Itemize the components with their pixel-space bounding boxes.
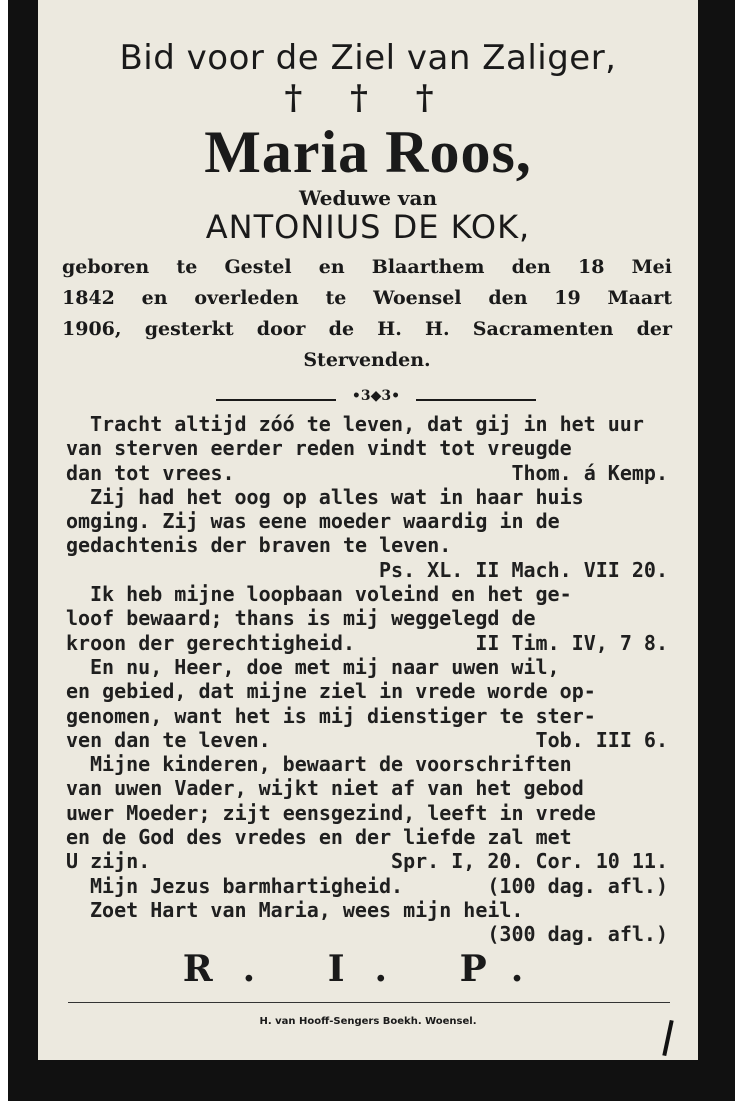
bio-line: geboren te Gestel en Blaarthem den 18 Mei: [62, 256, 672, 278]
bio-line: 1842 en overleden te Woensel den 19 Maart: [62, 287, 672, 309]
passage-source: (100 dag. afl.): [487, 873, 668, 898]
ornament-icon: •3◆3•: [351, 388, 401, 404]
bio-line: 1906, gesterkt door de H. H. Sacramenten der: [62, 318, 672, 340]
passage-line: [66, 752, 674, 776]
passage-text: dan tot vrees.: [66, 460, 235, 485]
scripture-passages: [66, 412, 674, 947]
invocation-heading: Bid voor de Ziel van Zaliger,: [119, 38, 617, 78]
passage-line: [66, 655, 674, 679]
passage-line: [66, 801, 674, 825]
passage-source: (300 dag. afl.): [487, 922, 668, 947]
passage-text: loof bewaard; thans is mij weggelegd de: [66, 606, 536, 631]
passage-line: [66, 582, 674, 606]
ornament-divider: [216, 388, 536, 406]
passage-line: [66, 533, 674, 557]
passage-source: Spr. I, 20. Cor. 10 11.: [391, 849, 668, 874]
passage-text: ven dan te leven.: [66, 727, 271, 752]
deceased-name: Maria Roos,: [204, 119, 532, 185]
passage-source: Tob. III 6.: [535, 727, 668, 752]
passage-line: [66, 679, 674, 703]
passage-text: Tracht altijd zóó te leven, dat gij in het uur: [90, 412, 644, 436]
passage-text: van sterven eerder reden vindt tot vreugde: [66, 436, 572, 461]
passage-text: uwer Moeder; zijt eensgezind, leeft in vrede: [66, 800, 596, 825]
widow-of-label: Weduwe van: [298, 186, 438, 210]
passage-text: kroon der gerechtigheid.: [66, 630, 355, 655]
passage-line: [66, 606, 674, 630]
passage-text: Ik heb mijne loopbaan voleind en het ge-: [90, 582, 572, 607]
passage-line: [66, 412, 674, 436]
passage-text: genomen, want het is mij dienstiger te ster-: [66, 703, 596, 728]
husband-name: ANTONIUS DE KOK,: [205, 208, 531, 246]
crosses-icon: † † †: [284, 78, 452, 118]
passage-source: Thom. á Kemp.: [511, 460, 668, 485]
passage-text: En nu, Heer, doe met mij naar uwen wil,: [90, 654, 560, 679]
passage-line: [66, 631, 674, 655]
passage-line: [66, 898, 674, 922]
passage-text: en gebied, dat mijne ziel in vrede worde op-: [66, 679, 596, 704]
passage-line: [66, 849, 674, 873]
bottom-rule: [68, 1002, 670, 1003]
passage-source: Ps. XL. II Mach. VII 20.: [379, 557, 668, 582]
passage-line: [66, 461, 674, 485]
passage-line: [66, 728, 674, 752]
printer-imprint: H. van Hooff-Sengers Boekh. Woensel.: [259, 1016, 477, 1027]
rip-text: R. I. P.: [182, 948, 554, 990]
passage-text: omging. Zij was eene moeder waardig in de: [66, 509, 560, 534]
passage-line: [66, 485, 674, 509]
passage-text: van uwen Vader, wijkt niet af van het gebod: [66, 776, 584, 801]
passage-line: [66, 825, 674, 849]
passage-line: [66, 922, 674, 946]
bio-line: Stervenden.: [303, 349, 431, 371]
passage-text: en de God des vredes en der liefde zal met: [66, 825, 572, 850]
passage-line: [66, 874, 674, 898]
passage-text: Mijn Jezus barmhartigheid.: [90, 873, 404, 898]
passage-text: U zijn.: [66, 849, 151, 874]
passage-line: [66, 704, 674, 728]
passage-line: [66, 558, 674, 582]
divider-line: [416, 399, 536, 401]
prayer-card: [38, 0, 698, 1060]
passage-text: Zoet Hart van Maria, wees mijn heil.: [90, 897, 524, 922]
divider-line: [216, 399, 336, 401]
passage-line: [66, 436, 674, 460]
passage-text: gedachtenis der braven te leven.: [66, 533, 452, 558]
passage-source: II Tim. IV, 7 8.: [475, 630, 668, 655]
passage-line: [66, 776, 674, 800]
passage-text: Zij had het oog op alles wat in haar huis: [90, 484, 584, 509]
passage-line: [66, 509, 674, 533]
passage-text: Mijne kinderen, bewaart de voorschriften: [90, 752, 572, 777]
